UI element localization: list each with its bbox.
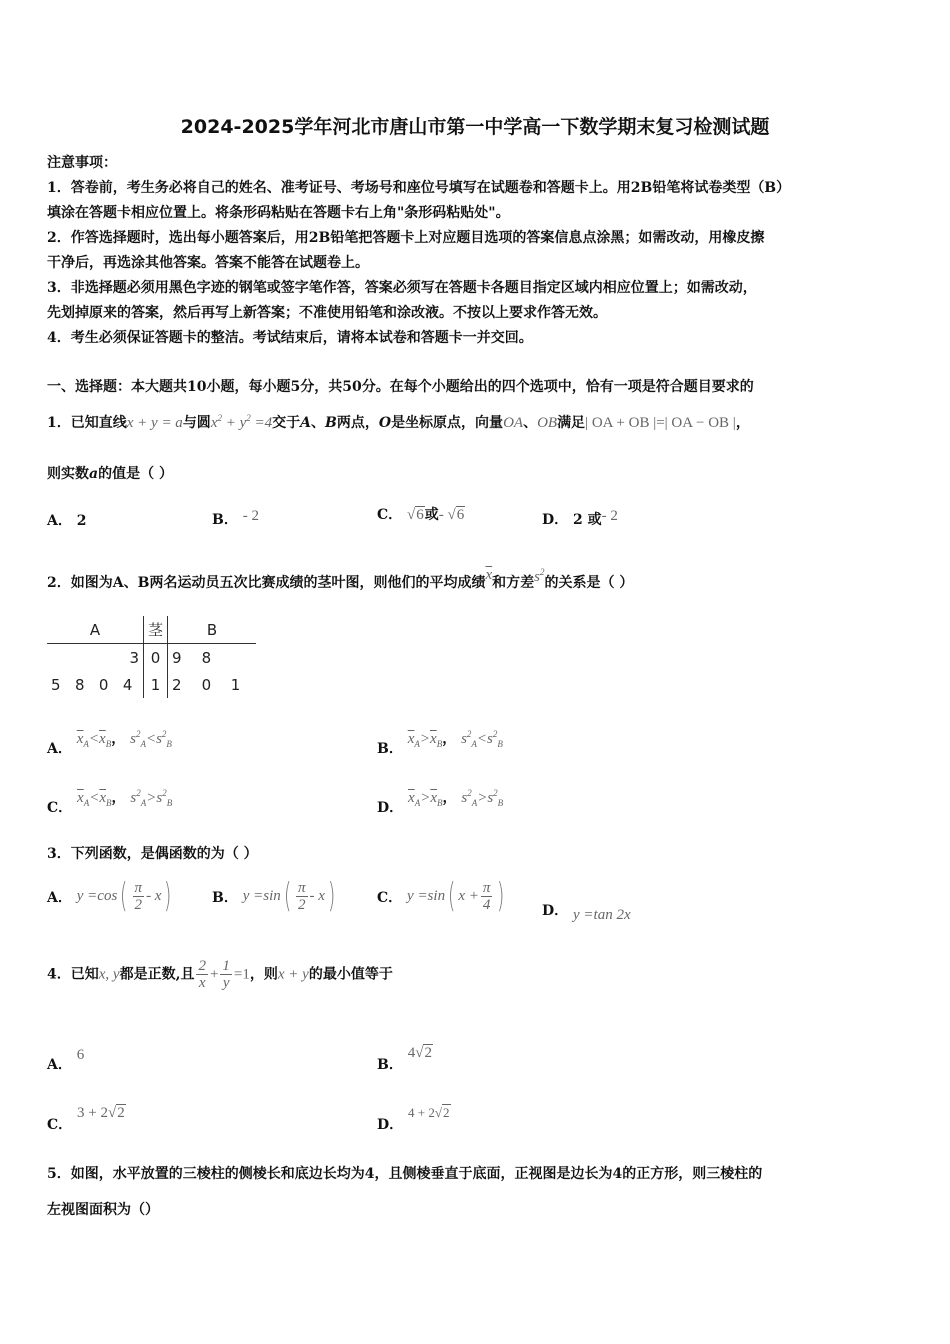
question-text: 下列函数，是偶函数的为（ ） [70, 846, 258, 862]
q3-option-a[interactable]: A． y =cos( $\frac{\pi}{2}$ - x) [47, 876, 172, 916]
leaf-b: 1 [230, 675, 241, 694]
question-text: ，则 [249, 966, 278, 983]
option-label: B． [212, 890, 238, 906]
question-text: 是坐标原点，向量 [391, 415, 504, 431]
notice-line: 干净后，再选涂其他答案。答案不能答在试题卷上。 [47, 255, 369, 271]
q1-option-a[interactable] [47, 510, 87, 530]
option-value: - 2 [242, 508, 259, 524]
question-number: 1． [47, 415, 71, 431]
circle-equation: $x^2 + y^2 =4$ [210, 413, 273, 431]
leaf-b: 2 [172, 675, 182, 694]
option-label: C． [47, 1117, 73, 1133]
q4-option-c[interactable]: C． 3 + 2√2 [47, 1105, 125, 1133]
question-number: 5． [47, 1166, 71, 1182]
option-sign: - [438, 507, 444, 523]
line-equation: x + y = a [126, 415, 183, 431]
vector-oa: OA [503, 415, 524, 431]
option-label: D． [377, 1117, 404, 1133]
option-value: 2 [76, 513, 87, 529]
q3-option-b[interactable]: B． y =sin( $\frac{\pi}{2}$ - x) [212, 876, 336, 916]
option-value: 2 或 [573, 512, 602, 528]
option-label: C． [377, 890, 403, 906]
notice-line: 3．非选择题必须用黑色字迹的钢笔或签字笔作答，答案必须写在答题卡各题目指定区域内相应位置上；如需改动， [47, 280, 757, 296]
question-5-line2: 左视图面积为（） [47, 1202, 159, 1218]
point-label: A [300, 415, 312, 431]
variance-symbol: $s^2$ [534, 567, 545, 585]
option-label: B． [377, 741, 403, 757]
stem-header-b: B [206, 620, 218, 639]
relation: > [419, 731, 431, 747]
q2-option-d[interactable]: D． $\overline{x}_A>\overline{x}_B$， $s^2_A>s^2_B$ [377, 788, 504, 816]
option-label: A． [47, 1057, 72, 1073]
option-value: 6 [456, 507, 465, 523]
notice-heading: 注意事项： [47, 155, 117, 171]
question-text: 与圆 [182, 415, 211, 431]
leaf-b: 8 [201, 648, 212, 667]
stem-value: 1 [144, 671, 168, 698]
option-or: 或 [424, 507, 439, 523]
point-label: O [378, 415, 392, 431]
leaf-a: 0 [98, 675, 109, 694]
question-text: 的关系是（ ） [544, 575, 634, 591]
variables: x, y [98, 966, 120, 983]
point-label: B [325, 415, 337, 431]
option-label: D． [377, 800, 404, 816]
question-5 [47, 1163, 762, 1183]
option-label: A． [47, 741, 72, 757]
question-text: 则实数 [47, 466, 89, 482]
question-text: 的值是（ ） [98, 466, 173, 482]
question-text: 如图为A、B两名运动员五次比赛成绩的茎叶图，则他们的平均成绩 [70, 575, 486, 591]
separator: 、 [311, 415, 326, 431]
question-text: 两点， [336, 415, 379, 431]
option-label: A． [47, 513, 72, 529]
question-text: 已知直线 [70, 415, 127, 431]
q2-option-c[interactable]: C． $\overline{x}_A<\overline{x}_B$， $s^2_A>s^2_B$ [47, 788, 173, 816]
question-4: 4．已知x, y都是正数,且 $\frac{2}{x}$ + $\frac{1}{y}$ =1，则x + y的最小值等于 [47, 958, 393, 991]
expression: x + y [277, 966, 309, 983]
q3-option-c[interactable]: C． y =sin( x + $\frac{\pi}{4}$ ) [377, 876, 505, 916]
question-2 [47, 567, 633, 592]
vector-condition: | OA + OB |=| OA − OB | [585, 415, 736, 431]
option-label: A． [47, 890, 72, 906]
relation: > [477, 790, 488, 806]
q1-option-d[interactable] [542, 508, 618, 529]
question-number: 2． [47, 575, 71, 591]
q2-option-a[interactable]: A． $\overline{x}_A<\overline{x}_B$， $s^2_A<s^2_B$ [47, 729, 172, 757]
notice-line: 2．作答选择题时，选出每小题答案后，用2B铅笔把答题卡上对应题目选项的答案信息点涂黑；如需改动，用橡皮擦 [47, 230, 765, 246]
notice-line: 4．考生必须保证答题卡的整洁。考试结束后，请将本试卷和答题卡一并交回。 [47, 330, 533, 346]
leaf-a: 3 [129, 648, 139, 667]
relation: > [146, 790, 157, 806]
option-label: D． [542, 903, 569, 919]
relation: < [145, 731, 157, 747]
question-3 [47, 843, 258, 863]
question-number: 4． [47, 966, 71, 983]
stem-header-a: A [89, 620, 101, 639]
option-label: D． [542, 512, 569, 528]
leaf-a: 4 [122, 675, 133, 694]
vector-ob: OB [537, 415, 558, 431]
notice-line: 先划掉原来的答案，然后再写上新答案；不准使用铅笔和涂改液。不按以上要求作答无效。 [47, 305, 607, 321]
question-text: 已知 [70, 966, 99, 983]
question-text: 的最小值等于 [308, 966, 393, 983]
relation: < [476, 731, 488, 747]
q1-option-b[interactable] [212, 508, 259, 529]
mean-symbol: $\overline{x}$ [485, 567, 493, 583]
leaf-b: 9 [172, 648, 182, 667]
question-1-line2 [47, 463, 173, 483]
punct: ， [735, 415, 750, 431]
option-value: 6 [416, 507, 424, 523]
question-text: 都是正数,且 [119, 966, 195, 983]
q2-option-b[interactable]: B． $\overline{x}_A>\overline{x}_B$， $s^2_A<s^2_B$ [377, 729, 503, 757]
relation: > [420, 790, 431, 806]
question-text: 如图，水平放置的三棱柱的侧棱长和底边长均为4，且侧棱垂直于底面，正视图是边长为4的正方形，则三棱柱的 [70, 1166, 763, 1182]
leaf-a: 8 [74, 675, 85, 694]
stem-leaf-plot [47, 616, 256, 698]
q4-option-b[interactable]: B． 4√2 [377, 1045, 432, 1073]
option-value: 6 [76, 1047, 85, 1063]
stem-header: 茎 [144, 616, 168, 644]
separator: 、 [523, 415, 538, 431]
option-value: - 2 [601, 508, 618, 524]
notice-line: 填涂在答题卡相应位置上。将条形码粘贴在答题卡右上角"条形码粘贴处"。 [47, 205, 510, 221]
stem-value: 0 [144, 644, 168, 672]
question-text: 和方差 [492, 575, 535, 591]
q1-option-c[interactable]: C． √6或- √6 [377, 507, 465, 523]
option-label: B． [377, 1057, 403, 1073]
relation: < [89, 790, 100, 806]
notice-line: 1．答卷前，考生务必将自己的姓名、准考证号、考场号和座位号填写在试题卷和答题卡上。用2B铅笔将试卷类型（B） [47, 180, 791, 196]
q3-option-d[interactable]: D． y =tan 2x [542, 903, 631, 923]
leaf-b: 0 [201, 675, 212, 694]
var-a: a [89, 466, 99, 482]
relation: < [88, 731, 100, 747]
option-label: B． [212, 512, 238, 528]
question-1 [47, 412, 750, 432]
section-heading: 一、选择题：本大题共10小题，每小题5分，共50分。在每个小题给出的四个选项中，恰有一项是符合题目要求的 [47, 379, 754, 395]
question-text: 满足 [557, 415, 586, 431]
question-number: 3． [47, 846, 71, 862]
option-label: C． [47, 800, 73, 816]
page-title: 2024-2025学年河北市唐山市第一中学高一下数学期末复习检测试题 [180, 116, 770, 138]
question-text: 交于 [272, 415, 301, 431]
option-label: C． [377, 507, 403, 523]
q4-option-a[interactable] [47, 1047, 84, 1074]
q4-option-d[interactable]: D． 4 + 2√2 [377, 1105, 450, 1133]
leaf-a: 5 [51, 675, 61, 694]
